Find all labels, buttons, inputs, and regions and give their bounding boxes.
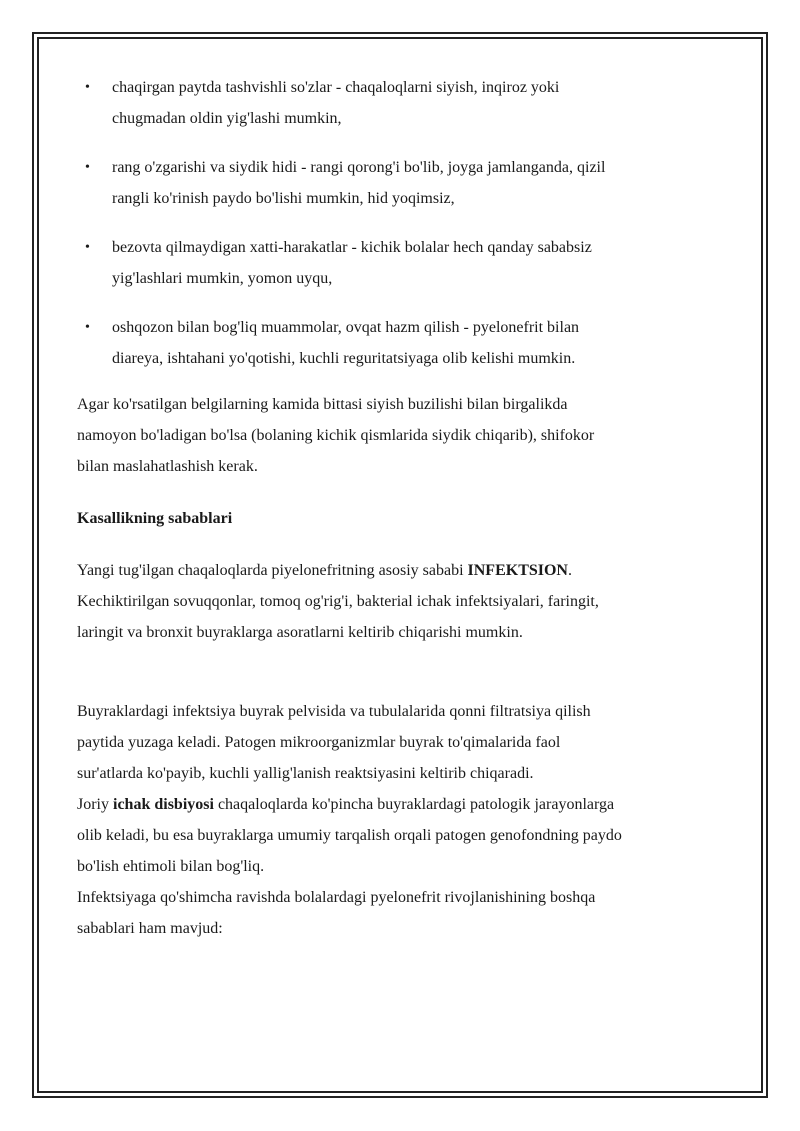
list-item	[77, 152, 723, 214]
paragraph-line: laringit va bronxit buyraklarga asoratlarni keltirib chiqarishi mumkin.	[77, 624, 523, 641]
other-causes-paragraph	[77, 882, 723, 944]
paragraph-text: Yangi tug'ilgan chaqaloqlarda piyelonefritning asosiy sababi	[77, 562, 468, 579]
list-item-line: chugmadan oldin yig'lashi mumkin,	[112, 110, 342, 127]
list-item-line: rangli ko'rinish paydo bo'lishi mumkin, hid yoqimsiz,	[112, 190, 455, 207]
list-item	[77, 312, 723, 374]
paragraph-text: chaqaloqlarda ko'pincha buyraklardagi patologik jarayonlarga	[213, 796, 615, 813]
infection-paragraph	[77, 696, 723, 789]
paragraph-line: bo'lish ehtimoli bilan bog'liq.	[77, 858, 265, 875]
paragraph-line: sabablari ham mavjud:	[77, 920, 223, 937]
bullet-icon: •	[85, 240, 90, 255]
bullet-icon: •	[85, 320, 90, 335]
cause-paragraph	[77, 555, 723, 648]
paragraph-line: sur'atlarda ko'payib, kuchli yallig'lanish reaktsiyasini keltirib chiqaradi.	[77, 765, 534, 782]
list-item-line: rang o'zgarishi va siydik hidi - rangi qorong'i bo'lib, joyga jamlanganda, qizil	[112, 159, 606, 176]
list-item-line: bezovta qilmaydigan xatti-harakatlar - kichik bolalar hech qanday sababsiz	[112, 239, 592, 256]
paragraph-text: Joriy	[77, 796, 113, 813]
list-item	[77, 232, 723, 294]
list-item-line: oshqozon bilan bog'liq muammolar, ovqat hazm qilish - pyelonefrit bilan	[112, 319, 580, 336]
bullet-icon: •	[85, 160, 90, 175]
list-item-line: chaqirgan paytda tashvishli so'zlar - chaqaloqlarni siyish, inqiroz yoki	[112, 79, 560, 96]
paragraph-text: .	[567, 562, 572, 579]
section-heading: Kasallikning sabablari	[77, 510, 233, 527]
dysbiosis-paragraph	[77, 789, 723, 882]
list-item-line: yig'lashlari mumkin, yomon uyqu,	[112, 270, 333, 287]
paragraph-line: Agar ko'rsatilgan belgilarning kamida bittasi siyish buzilishi bilan birgalikda	[77, 396, 568, 413]
bold-term: ichak disbiyosi	[113, 796, 214, 813]
paragraph-line: bilan maslahatlashish kerak.	[77, 458, 258, 475]
symptom-list	[77, 72, 723, 374]
document-body	[77, 72, 723, 944]
paragraph-line: Buyraklardagi infektsiya buyrak pelvisida va tubulalarida qonni filtratsiya qilish	[77, 703, 591, 720]
paragraph-line: Infektsiyaga qo'shimcha ravishda bolalardagi pyelonefrit rivojlanishining boshqa	[77, 889, 596, 906]
warning-paragraph	[77, 389, 723, 482]
paragraph-line: namoyon bo'ladigan bo'lsa (bolaning kichik qismlarida siydik chiqarib), shifokor	[77, 427, 595, 444]
paragraph-line: Kechiktirilgan sovuqqonlar, tomoq og'rig'i, bakterial ichak infektsiyalari, faringit,	[77, 593, 599, 610]
list-item	[77, 72, 723, 134]
paragraph-line: paytida yuzaga keladi. Patogen mikroorganizmlar buyrak to'qimalarida faol	[77, 734, 561, 751]
paragraph-line: olib keladi, bu esa buyraklarga umumiy tarqalish orqali patogen genofondning paydo	[77, 827, 622, 844]
bullet-icon: •	[85, 80, 90, 95]
list-item-line: diareya, ishtahani yo'qotishi, kuchli reguritatsiyaga olib kelishi mumkin.	[112, 350, 576, 367]
bold-term: INFEKTSION	[467, 562, 568, 579]
